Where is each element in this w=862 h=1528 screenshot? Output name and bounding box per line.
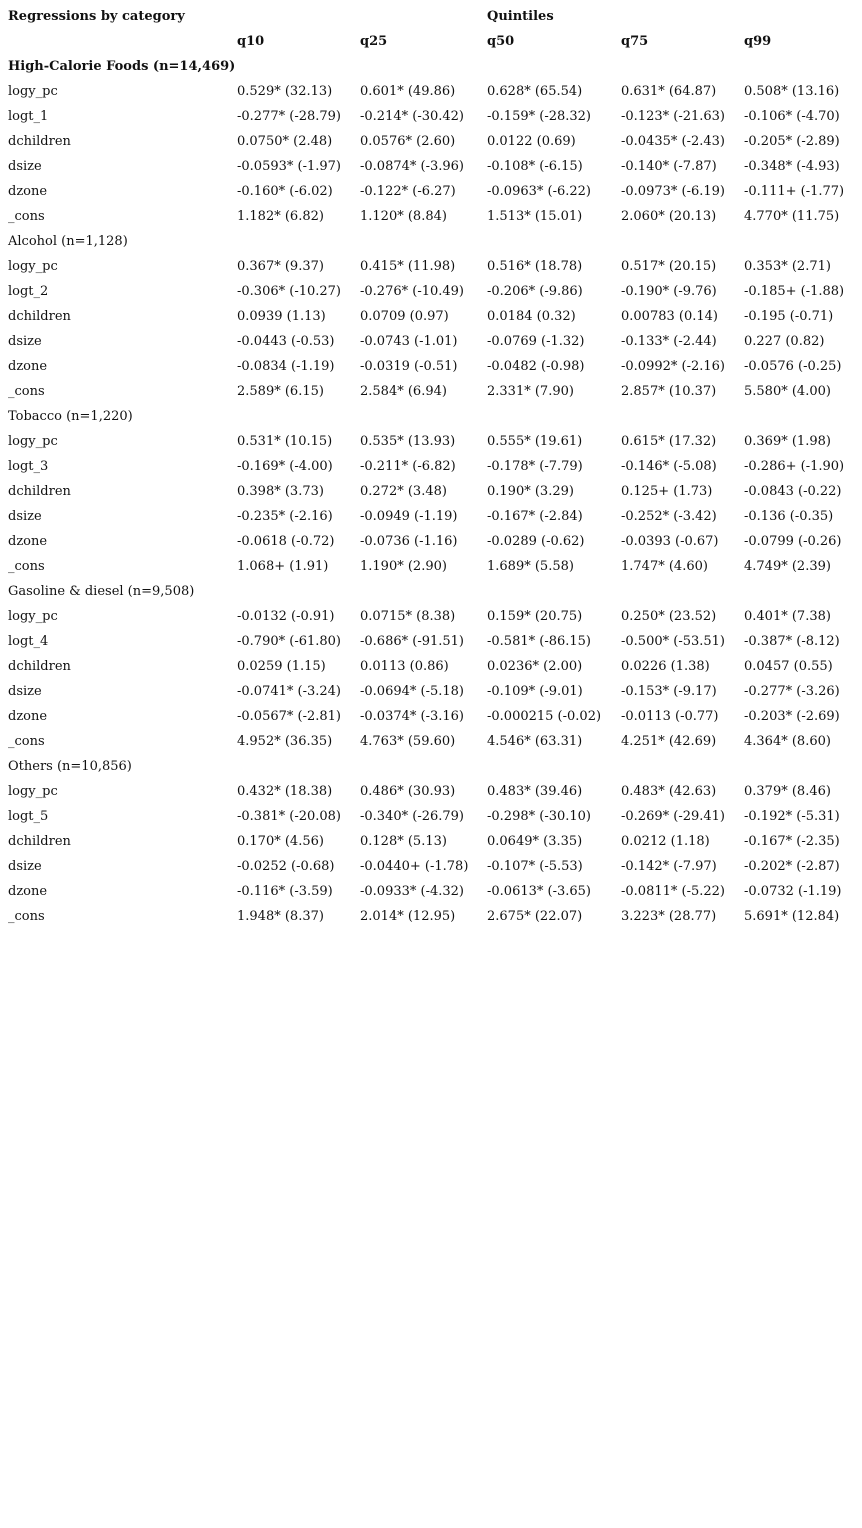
coefficient-cell: -0.0252 (-0.68) <box>237 859 335 874</box>
coefficient-cell: -0.581* (-86.15) <box>487 634 591 649</box>
coefficient-cell: -0.0992* (-2.16) <box>621 359 725 374</box>
coefficient-cell: 2.584* (6.94) <box>360 384 447 399</box>
section-label: Gasoline & diesel (n=9,508) <box>8 584 195 599</box>
coefficient-cell: -0.142* (-7.97) <box>621 859 717 874</box>
section-label: Tobacco (n=1,220) <box>8 409 133 424</box>
coefficient-cell: -0.0743 (-1.01) <box>360 334 458 349</box>
variable-name: logy_pc <box>8 784 58 799</box>
coefficient-cell: 1.068+ (1.91) <box>237 559 329 574</box>
coefficient-cell: 0.415* (11.98) <box>360 259 456 274</box>
section-label: Alcohol (n=1,128) <box>8 234 128 249</box>
coefficient-cell: -0.123* (-21.63) <box>621 109 725 124</box>
table-row <box>8 379 858 404</box>
coefficient-cell: -0.0132 (-0.91) <box>237 609 335 624</box>
coefficient-cell: 1.948* (8.37) <box>237 909 324 924</box>
variable-name: dchildren <box>8 834 71 849</box>
coefficient-cell: 4.763* (59.60) <box>360 734 456 749</box>
coefficient-cell: -0.252* (-3.42) <box>621 509 717 524</box>
coefficient-cell: -0.0949 (-1.19) <box>360 509 458 524</box>
coefficient-cell: -0.185+ (-1.88) <box>744 284 845 299</box>
coefficient-cell: -0.0694* (-5.18) <box>360 684 464 699</box>
table-row <box>8 629 858 654</box>
coefficient-cell: 0.0184 (0.32) <box>487 309 576 324</box>
coefficient-cell: 0.0457 (0.55) <box>744 659 833 674</box>
coefficient-cell: -0.190* (-9.76) <box>621 284 717 299</box>
coefficient-cell: -0.790* (-61.80) <box>237 634 341 649</box>
coefficient-cell: 0.615* (17.32) <box>621 434 717 449</box>
coefficient-cell: 1.689* (5.58) <box>487 559 574 574</box>
coefficient-cell: -0.169* (-4.00) <box>237 459 333 474</box>
coefficient-cell: 0.353* (2.71) <box>744 259 831 274</box>
coefficient-cell: 0.0122 (0.69) <box>487 134 576 149</box>
coefficient-cell: 4.546* (63.31) <box>487 734 583 749</box>
coefficient-cell: -0.140* (-7.87) <box>621 159 717 174</box>
coefficient-cell: -0.178* (-7.79) <box>487 459 583 474</box>
table-row <box>8 154 858 179</box>
table-row <box>8 204 858 229</box>
column-header: q99 <box>744 34 772 49</box>
table-row <box>8 429 858 454</box>
variable-name: logt_3 <box>8 459 49 474</box>
coefficient-cell: -0.116* (-3.59) <box>237 884 333 899</box>
coefficient-cell: 0.516* (18.78) <box>487 259 583 274</box>
variable-name: dzone <box>8 884 48 899</box>
variable-name: dchildren <box>8 484 71 499</box>
coefficient-cell: 0.601* (49.86) <box>360 84 456 99</box>
coefficient-cell: -0.0741* (-3.24) <box>237 684 341 699</box>
table-row <box>8 279 858 304</box>
group-label: Quintiles <box>487 9 554 24</box>
coefficient-cell: -0.160* (-6.02) <box>237 184 333 199</box>
coefficient-cell: 0.0576* (2.60) <box>360 134 456 149</box>
column-header: q25 <box>360 34 388 49</box>
coefficient-cell: -0.340* (-26.79) <box>360 809 464 824</box>
section-row <box>8 54 858 79</box>
coefficient-cell: -0.153* (-9.17) <box>621 684 717 699</box>
coefficient-cell: 0.432* (18.38) <box>237 784 333 799</box>
variable-name: dchildren <box>8 659 71 674</box>
table-row <box>8 729 858 754</box>
coefficient-cell: 1.513* (15.01) <box>487 209 583 224</box>
variable-name: logt_5 <box>8 809 49 824</box>
variable-name: logy_pc <box>8 434 58 449</box>
coefficient-cell: 4.770* (11.75) <box>744 209 840 224</box>
coefficient-cell: -0.277* (-28.79) <box>237 109 341 124</box>
coefficient-cell: 0.250* (23.52) <box>621 609 717 624</box>
coefficient-cell: 5.691* (12.84) <box>744 909 840 924</box>
coefficient-cell: 0.379* (8.46) <box>744 784 831 799</box>
variable-name: logy_pc <box>8 84 58 99</box>
coefficient-cell: -0.211* (-6.82) <box>360 459 456 474</box>
coefficient-cell: 0.159* (20.75) <box>487 609 583 624</box>
variable-name: logy_pc <box>8 609 58 624</box>
table-row <box>8 554 858 579</box>
variable-name: dzone <box>8 534 48 549</box>
coefficient-cell: -0.167* (-2.84) <box>487 509 583 524</box>
coefficient-cell: 0.483* (42.63) <box>621 784 717 799</box>
variable-name: dsize <box>8 334 42 349</box>
coefficient-cell: 0.529* (32.13) <box>237 84 333 99</box>
coefficient-cell: 0.486* (30.93) <box>360 784 456 799</box>
coefficient-cell: 1.182* (6.82) <box>237 209 324 224</box>
coefficient-cell: 2.675* (22.07) <box>487 909 583 924</box>
coefficient-cell: 4.749* (2.39) <box>744 559 831 574</box>
coefficient-cell: -0.0732 (-1.19) <box>744 884 842 899</box>
coefficient-cell: 5.580* (4.00) <box>744 384 831 399</box>
coefficient-cell: -0.202* (-2.87) <box>744 859 840 874</box>
coefficient-cell: -0.500* (-53.51) <box>621 634 725 649</box>
coefficient-cell: 3.223* (28.77) <box>621 909 717 924</box>
coefficient-cell: -0.0843 (-0.22) <box>744 484 842 499</box>
coefficient-cell: 0.398* (3.73) <box>237 484 324 499</box>
coefficient-cell: -0.348* (-4.93) <box>744 159 840 174</box>
regression-table <box>8 4 858 929</box>
coefficient-cell: 0.367* (9.37) <box>237 259 324 274</box>
coefficient-cell: -0.381* (-20.08) <box>237 809 341 824</box>
coefficient-cell: -0.111+ (-1.77) <box>744 184 845 199</box>
section-label: High-Calorie Foods (n=14,469) <box>8 59 236 74</box>
table-row <box>8 779 858 804</box>
coefficient-cell: 0.483* (39.46) <box>487 784 583 799</box>
table-row <box>8 129 858 154</box>
section-row <box>8 754 858 779</box>
table-row <box>8 454 858 479</box>
coefficient-cell: 0.628* (65.54) <box>487 84 583 99</box>
coefficient-cell: -0.136 (-0.35) <box>744 509 834 524</box>
table-row <box>8 654 858 679</box>
section-row <box>8 404 858 429</box>
coefficient-cell: -0.167* (-2.35) <box>744 834 840 849</box>
coefficient-cell: -0.286+ (-1.90) <box>744 459 845 474</box>
variable-name: dsize <box>8 509 42 524</box>
coefficient-cell: -0.387* (-8.12) <box>744 634 840 649</box>
table-row <box>8 304 858 329</box>
coefficient-cell: -0.0811* (-5.22) <box>621 884 725 899</box>
coefficient-cell: -0.0618 (-0.72) <box>237 534 335 549</box>
coefficient-cell: 0.369* (1.98) <box>744 434 831 449</box>
coefficient-cell: -0.0769 (-1.32) <box>487 334 585 349</box>
coefficient-cell: 0.0715* (8.38) <box>360 609 456 624</box>
variable-name: dzone <box>8 709 48 724</box>
variable-name: dzone <box>8 184 48 199</box>
coefficient-cell: -0.276* (-10.49) <box>360 284 464 299</box>
coefficient-cell: 0.535* (13.93) <box>360 434 456 449</box>
coefficient-cell: -0.000215 (-0.02) <box>487 709 602 724</box>
coefficient-cell: -0.0834 (-1.19) <box>237 359 335 374</box>
coefficient-cell: -0.686* (-91.51) <box>360 634 464 649</box>
variable-name: logy_pc <box>8 259 58 274</box>
coefficient-cell: -0.206* (-9.86) <box>487 284 583 299</box>
coefficient-cell: 2.060* (20.13) <box>621 209 717 224</box>
coefficient-cell: -0.235* (-2.16) <box>237 509 333 524</box>
coefficient-cell: -0.0482 (-0.98) <box>487 359 585 374</box>
coefficient-cell: 2.589* (6.15) <box>237 384 324 399</box>
table-row <box>8 704 858 729</box>
table-row <box>8 529 858 554</box>
coefficient-cell: 4.952* (36.35) <box>237 734 333 749</box>
coefficient-cell: 0.0709 (0.97) <box>360 309 449 324</box>
coefficient-cell: -0.192* (-5.31) <box>744 809 840 824</box>
table-row <box>8 829 858 854</box>
variable-name: _cons <box>8 384 45 399</box>
coefficient-cell: 0.0649* (3.35) <box>487 834 583 849</box>
table-row <box>8 804 858 829</box>
coefficient-cell: -0.0963* (-6.22) <box>487 184 591 199</box>
column-header: q10 <box>237 34 265 49</box>
coefficient-cell: -0.298* (-30.10) <box>487 809 591 824</box>
table-row <box>8 479 858 504</box>
column-header: q75 <box>621 34 649 49</box>
coefficient-cell: -0.107* (-5.53) <box>487 859 583 874</box>
variable-name: _cons <box>8 209 45 224</box>
coefficient-cell: -0.106* (-4.70) <box>744 109 840 124</box>
coefficient-cell: 0.00783 (0.14) <box>621 309 718 324</box>
column-header: q50 <box>487 34 515 49</box>
coefficient-cell: -0.0973* (-6.19) <box>621 184 725 199</box>
coefficient-cell: 2.331* (7.90) <box>487 384 574 399</box>
variable-name: dsize <box>8 859 42 874</box>
coefficient-cell: 0.531* (10.15) <box>237 434 333 449</box>
coefficient-cell: -0.269* (-29.41) <box>621 809 725 824</box>
variable-name: dchildren <box>8 309 71 324</box>
coefficient-cell: 0.0226 (1.38) <box>621 659 710 674</box>
coefficient-cell: 0.0113 (0.86) <box>360 659 449 674</box>
coefficient-cell: -0.122* (-6.27) <box>360 184 456 199</box>
variable-name: logt_1 <box>8 109 49 124</box>
coefficient-cell: -0.0440+ (-1.78) <box>360 859 469 874</box>
coefficient-cell: -0.133* (-2.44) <box>621 334 717 349</box>
coefficient-cell: 1.747* (4.60) <box>621 559 708 574</box>
coefficient-cell: -0.0567* (-2.81) <box>237 709 341 724</box>
table-row <box>8 504 858 529</box>
coefficient-cell: 4.251* (42.69) <box>621 734 717 749</box>
coefficient-cell: -0.0435* (-2.43) <box>621 134 725 149</box>
coefficient-cell: -0.146* (-5.08) <box>621 459 717 474</box>
coefficient-cell: 0.0750* (2.48) <box>237 134 333 149</box>
variable-name: _cons <box>8 734 45 749</box>
coefficient-cell: -0.0933* (-4.32) <box>360 884 464 899</box>
coefficient-cell: 0.508* (13.16) <box>744 84 840 99</box>
coefficient-cell: 0.555* (19.61) <box>487 434 583 449</box>
variable-name: logt_2 <box>8 284 49 299</box>
table-row <box>8 79 858 104</box>
coefficient-cell: -0.0576 (-0.25) <box>744 359 842 374</box>
table-row <box>8 254 858 279</box>
coefficient-cell: -0.0289 (-0.62) <box>487 534 585 549</box>
coefficient-cell: 1.190* (2.90) <box>360 559 447 574</box>
coefficient-cell: -0.0319 (-0.51) <box>360 359 458 374</box>
table-row <box>8 879 858 904</box>
table-row <box>8 329 858 354</box>
coefficient-cell: 2.014* (12.95) <box>360 909 456 924</box>
coefficient-cell: 0.517* (20.15) <box>621 259 717 274</box>
variable-name: dsize <box>8 159 42 174</box>
coefficient-cell: 0.0259 (1.15) <box>237 659 326 674</box>
coefficient-cell: 0.0236* (2.00) <box>487 659 583 674</box>
coefficient-cell: 0.190* (3.29) <box>487 484 574 499</box>
coefficient-cell: 0.0212 (1.18) <box>621 834 710 849</box>
coefficient-cell: 0.631* (64.87) <box>621 84 717 99</box>
variable-name: dchildren <box>8 134 71 149</box>
coefficient-cell: -0.159* (-28.32) <box>487 109 591 124</box>
table-row <box>8 104 858 129</box>
coefficient-cell: 1.120* (8.84) <box>360 209 447 224</box>
coefficient-cell: -0.0613* (-3.65) <box>487 884 591 899</box>
coefficient-cell: -0.0374* (-3.16) <box>360 709 464 724</box>
variable-name: _cons <box>8 559 45 574</box>
coefficient-cell: -0.0799 (-0.26) <box>744 534 842 549</box>
coefficient-cell: -0.0593* (-1.97) <box>237 159 341 174</box>
coefficient-cell: 0.125+ (1.73) <box>621 484 713 499</box>
variable-name: _cons <box>8 909 45 924</box>
coefficient-cell: -0.205* (-2.89) <box>744 134 840 149</box>
table-body <box>8 54 858 929</box>
table-row <box>8 604 858 629</box>
variable-name: dzone <box>8 359 48 374</box>
coefficient-cell: -0.108* (-6.15) <box>487 159 583 174</box>
coefficient-cell: 0.170* (4.56) <box>237 834 324 849</box>
table-row <box>8 679 858 704</box>
table-row <box>8 904 858 929</box>
section-row <box>8 229 858 254</box>
coefficient-cell: 0.401* (7.38) <box>744 609 831 624</box>
coefficient-cell: -0.0874* (-3.96) <box>360 159 464 174</box>
coefficient-cell: -0.195 (-0.71) <box>744 309 834 324</box>
coefficient-cell: -0.109* (-9.01) <box>487 684 583 699</box>
coefficient-cell: 0.128* (5.13) <box>360 834 447 849</box>
table-row <box>8 179 858 204</box>
coefficient-cell: -0.0736 (-1.16) <box>360 534 458 549</box>
column-header-row <box>8 29 858 54</box>
coefficient-cell: 0.0939 (1.13) <box>237 309 326 324</box>
coefficient-cell: 0.272* (3.48) <box>360 484 447 499</box>
section-row <box>8 579 858 604</box>
coefficient-cell: 2.857* (10.37) <box>621 384 717 399</box>
coefficient-cell: -0.306* (-10.27) <box>237 284 341 299</box>
variable-name: logt_4 <box>8 634 49 649</box>
section-label: Others (n=10,856) <box>8 759 132 774</box>
coefficient-cell: 0.227 (0.82) <box>744 334 825 349</box>
coefficient-cell: -0.0393 (-0.67) <box>621 534 719 549</box>
table-row <box>8 854 858 879</box>
coefficient-cell: 4.364* (8.60) <box>744 734 831 749</box>
coefficient-cell: -0.0113 (-0.77) <box>621 709 719 724</box>
table-row <box>8 354 858 379</box>
coefficient-cell: -0.203* (-2.69) <box>744 709 840 724</box>
coefficient-cell: -0.277* (-3.26) <box>744 684 840 699</box>
coefficient-cell: -0.0443 (-0.53) <box>237 334 335 349</box>
variable-name: dsize <box>8 684 42 699</box>
title-row <box>8 4 858 29</box>
coefficient-cell: -0.214* (-30.42) <box>360 109 464 124</box>
table-title: Regressions by category <box>8 9 185 24</box>
